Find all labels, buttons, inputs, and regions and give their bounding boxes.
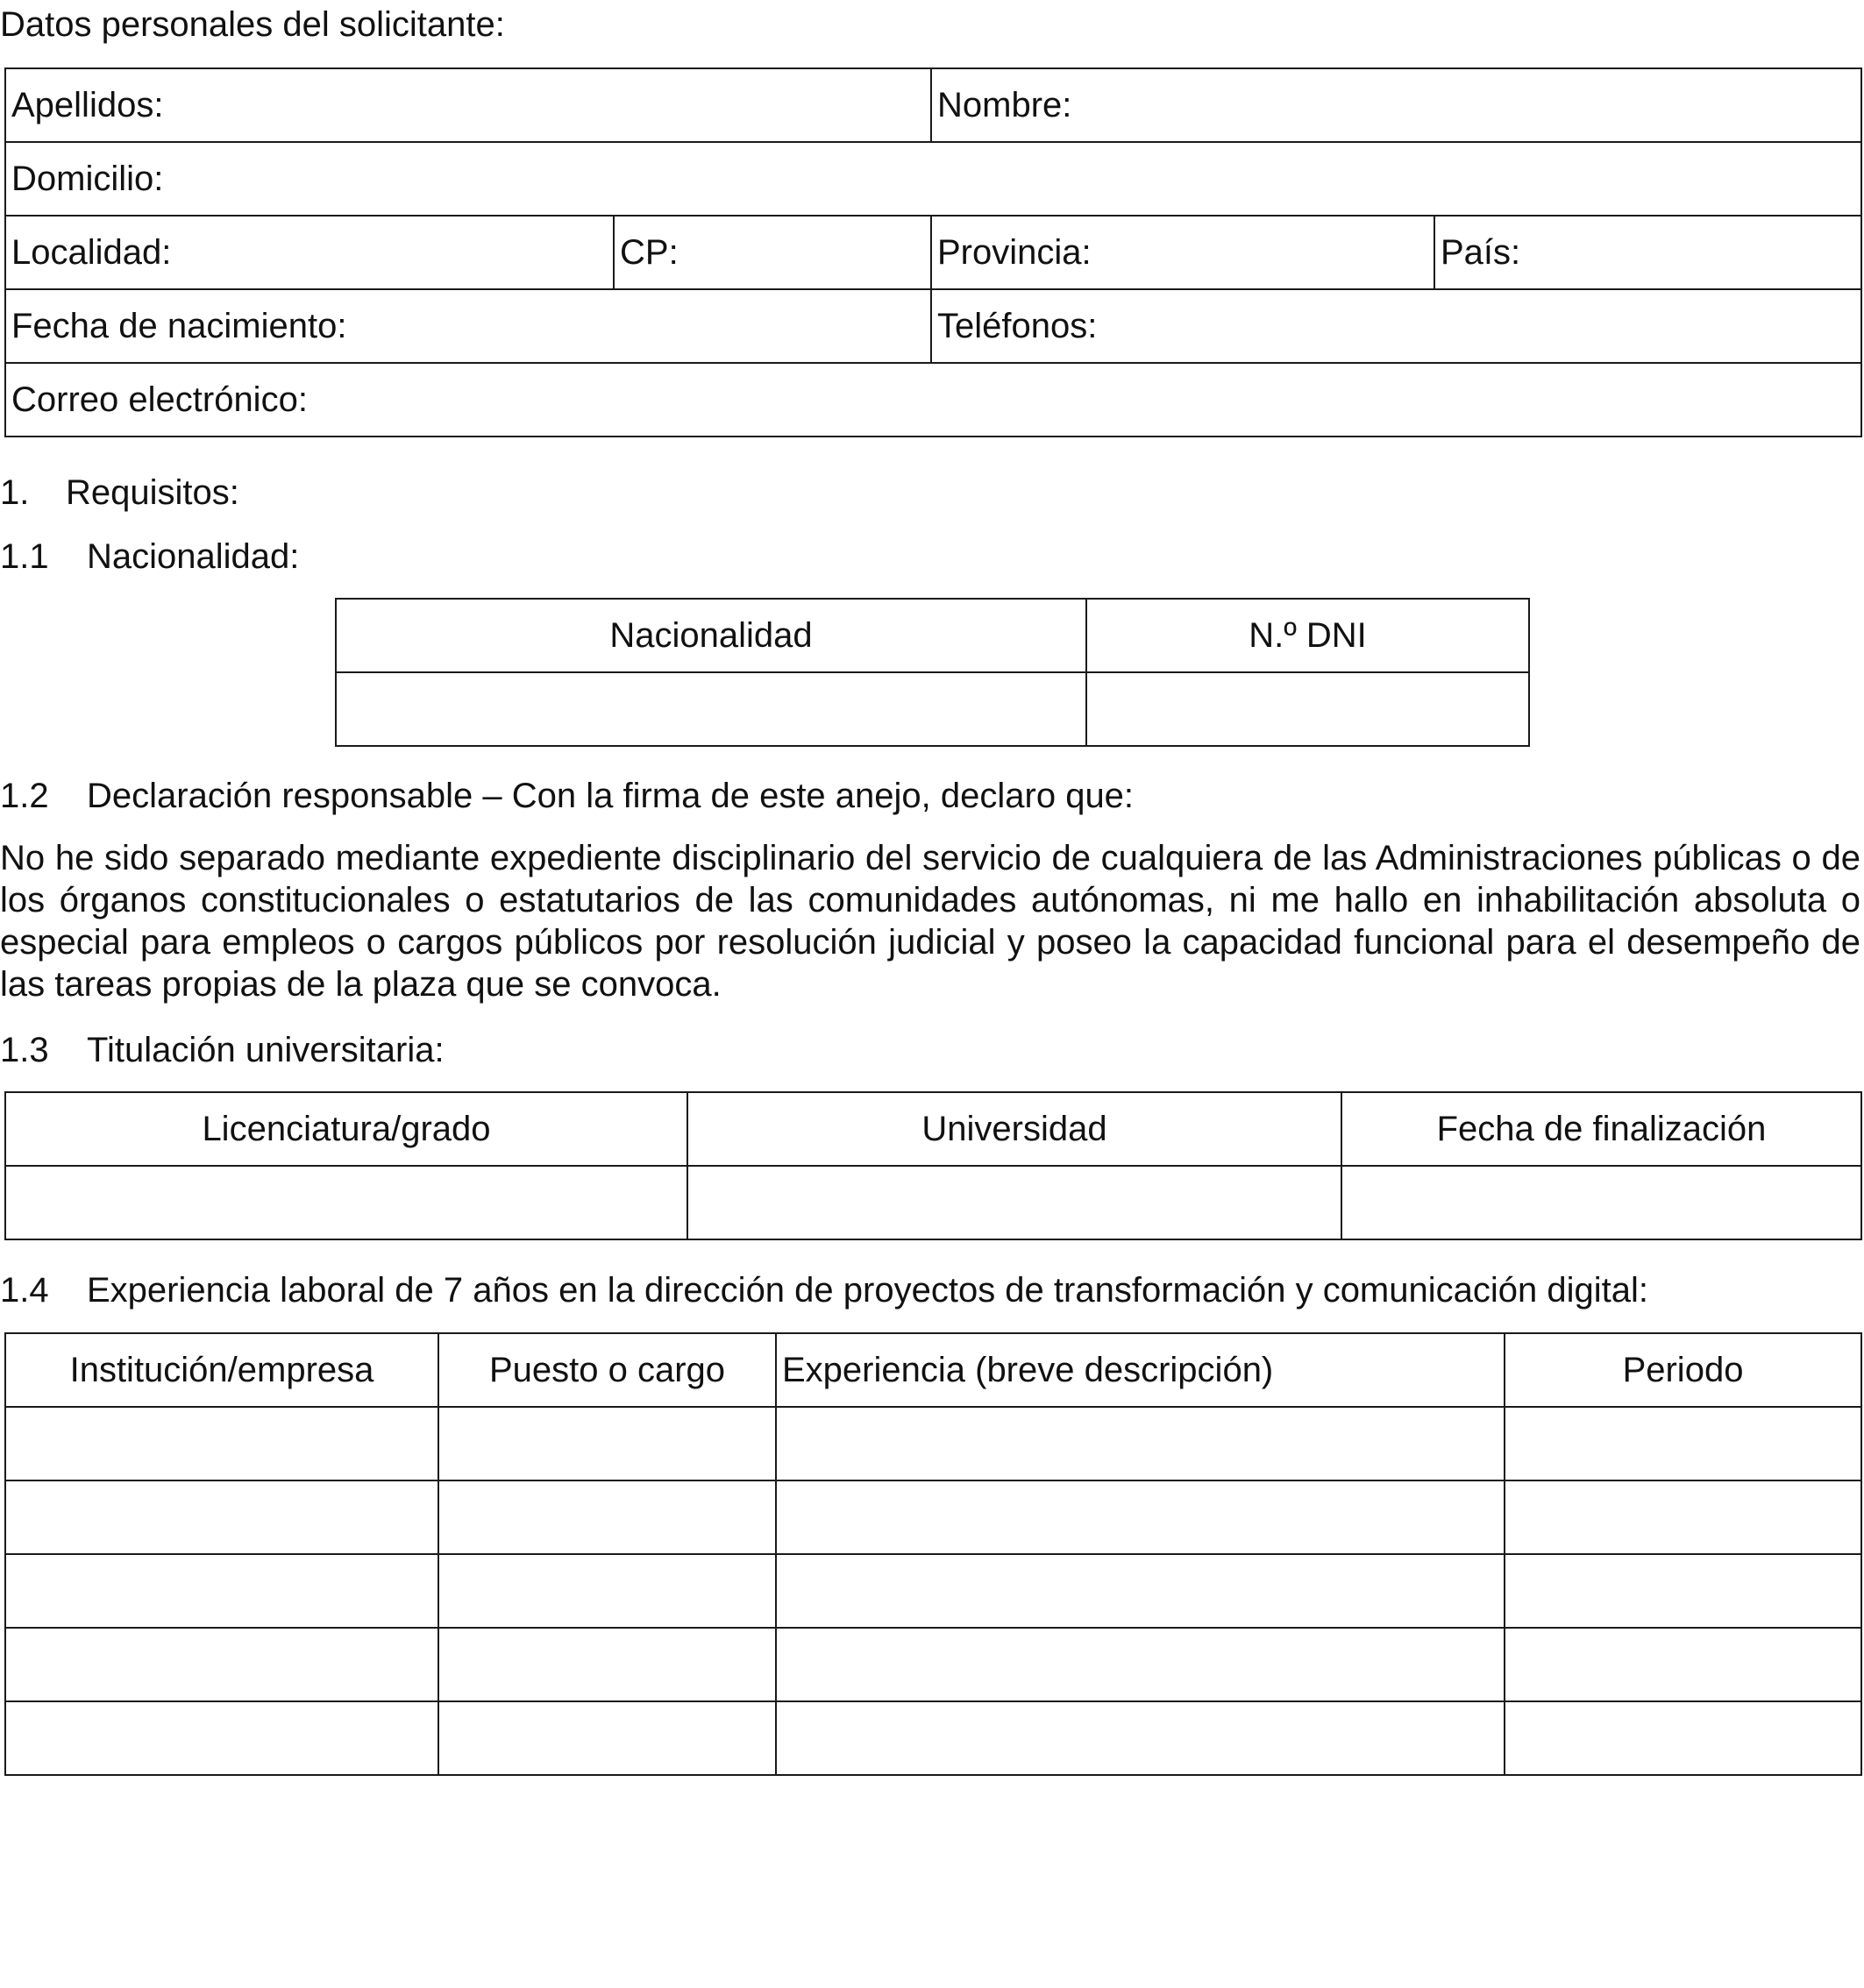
periodo-input-cell[interactable]	[1505, 1701, 1861, 1775]
periodo-input-cell[interactable]	[1505, 1480, 1861, 1554]
periodo-input-cell[interactable]	[1505, 1407, 1861, 1480]
institucion-input-cell[interactable]	[5, 1554, 438, 1628]
nacionalidad-header: Nacionalidad	[336, 599, 1086, 672]
titulacion-table	[4, 1091, 1862, 1240]
experiencia-heading	[0, 1269, 1648, 1311]
personal-data-heading: Datos personales del solicitante:	[0, 5, 505, 44]
puesto-input-cell[interactable]	[438, 1701, 776, 1775]
table-row	[5, 1554, 1861, 1628]
periodo-input-cell[interactable]	[1505, 1628, 1861, 1701]
pais-label: País:	[1441, 233, 1521, 272]
nacionalidad-heading	[0, 536, 299, 578]
personal-data-table	[4, 67, 1862, 437]
fecha-nacimiento-label: Fecha de nacimiento:	[11, 307, 347, 345]
descripcion-input-cell[interactable]	[776, 1480, 1505, 1554]
declaracion-label: Declaración responsable – Con la firma de este anejo, declaro que:	[87, 777, 1135, 815]
experiencia-number: 1.4	[0, 1271, 49, 1310]
table-row	[5, 1628, 1861, 1701]
periodo-header: Periodo	[1505, 1333, 1861, 1407]
universidad-header: Universidad	[687, 1092, 1341, 1166]
descripcion-input-cell[interactable]	[776, 1554, 1505, 1628]
correo-field[interactable]	[5, 363, 1861, 437]
licenciatura-header: Licenciatura/grado	[5, 1092, 687, 1166]
table-row	[5, 1480, 1861, 1554]
puesto-input-cell[interactable]	[438, 1480, 776, 1554]
nombre-label: Nombre:	[937, 86, 1072, 124]
telefonos-label: Teléfonos:	[937, 307, 1098, 345]
apellidos-label: Apellidos:	[11, 86, 164, 124]
descripcion-input-cell[interactable]	[776, 1628, 1505, 1701]
periodo-input-cell[interactable]	[1505, 1554, 1861, 1628]
fecha-finalizacion-input-cell[interactable]	[1341, 1166, 1861, 1239]
localidad-label: Localidad:	[11, 233, 172, 272]
fecha-nacimiento-field[interactable]	[5, 289, 931, 363]
nacionalidad-label: Nacionalidad:	[87, 537, 300, 576]
fecha-finalizacion-header: Fecha de finalización	[1341, 1092, 1861, 1166]
requisitos-label: Requisitos:	[66, 473, 239, 512]
puesto-input-cell[interactable]	[438, 1628, 776, 1701]
apellidos-field[interactable]	[5, 68, 931, 142]
institucion-input-cell[interactable]	[5, 1701, 438, 1775]
telefonos-field[interactable]	[931, 289, 1861, 363]
institucion-input-cell[interactable]	[5, 1407, 438, 1480]
requisitos-number: 1.	[0, 473, 30, 512]
institucion-input-cell[interactable]	[5, 1628, 438, 1701]
cp-field[interactable]	[614, 216, 931, 289]
titulacion-label: Titulación universitaria:	[87, 1031, 445, 1069]
declaracion-heading	[0, 775, 1134, 817]
declaracion-number: 1.2	[0, 777, 49, 815]
descripcion-input-cell[interactable]	[776, 1407, 1505, 1480]
experiencia-table	[4, 1332, 1862, 1776]
dni-input-cell[interactable]	[1086, 672, 1529, 746]
dni-header: N.º DNI	[1086, 599, 1529, 672]
nacionalidad-table	[335, 598, 1530, 747]
puesto-header: Puesto o cargo	[438, 1333, 776, 1407]
nombre-field[interactable]	[931, 68, 1861, 142]
cp-label: CP:	[620, 233, 679, 272]
institucion-input-cell[interactable]	[5, 1480, 438, 1554]
experiencia-label: Experiencia laboral de 7 años en la dirección de proyectos de transformación y comunicación digital:	[87, 1271, 1648, 1310]
provincia-field[interactable]	[931, 216, 1434, 289]
domicilio-label: Domicilio:	[11, 160, 164, 198]
puesto-input-cell[interactable]	[438, 1554, 776, 1628]
table-row	[5, 1701, 1861, 1775]
universidad-input-cell[interactable]	[687, 1166, 1341, 1239]
pais-field[interactable]	[1434, 216, 1861, 289]
nacionalidad-number: 1.1	[0, 537, 49, 576]
institucion-header: Institución/empresa	[5, 1333, 438, 1407]
nacionalidad-input-cell[interactable]	[336, 672, 1086, 746]
puesto-input-cell[interactable]	[438, 1407, 776, 1480]
domicilio-field[interactable]	[5, 142, 1861, 216]
correo-label: Correo electrónico:	[11, 380, 308, 419]
descripcion-header: Experiencia (breve descripción)	[776, 1333, 1505, 1407]
localidad-field[interactable]	[5, 216, 614, 289]
titulacion-number: 1.3	[0, 1031, 49, 1069]
titulacion-heading	[0, 1029, 445, 1071]
licenciatura-input-cell[interactable]	[5, 1166, 687, 1239]
descripcion-input-cell[interactable]	[776, 1701, 1505, 1775]
provincia-label: Provincia:	[937, 233, 1092, 272]
table-row	[5, 1407, 1861, 1480]
requisitos-heading	[0, 472, 239, 514]
declaracion-text: No he sido separado mediante expediente disciplinario del servicio de cualquiera de las Administraciones públicas o de los órganos constitucionales o estatutarios de las comunidades autónomas, ni me hallo en inhabilitación absoluta o especial para empleos o cargos públicos por resolución judicial y poseo la capacidad funcional para el desempeño de las tareas propias de la plaza que se convoca.	[0, 839, 1860, 1004]
